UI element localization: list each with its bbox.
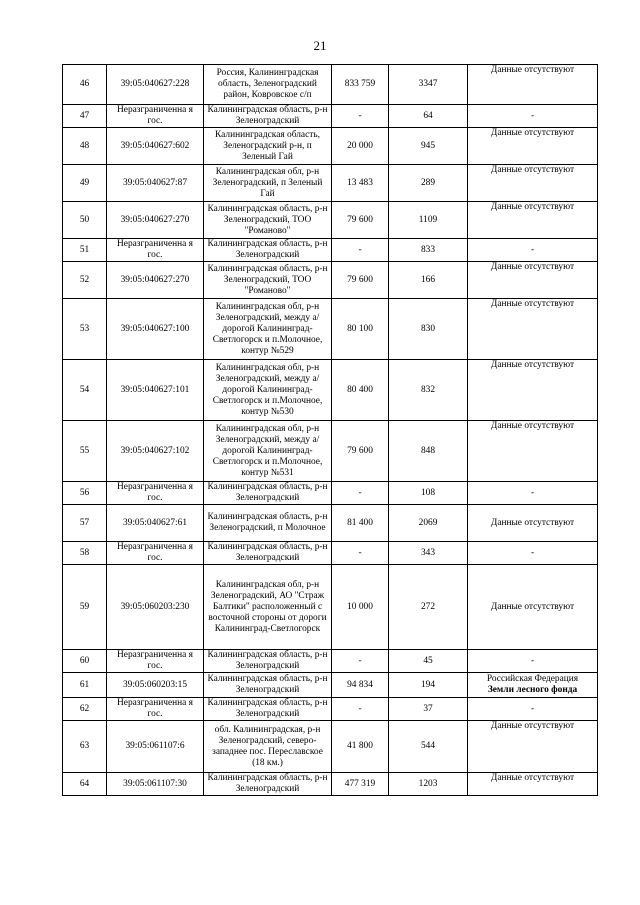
area-cell: 80 400: [332, 360, 389, 421]
address-cell: Калининградская область, р-н Зеленоградский: [204, 482, 332, 505]
area-cell: 20 000: [332, 128, 389, 165]
row-number-cell: 52: [63, 262, 107, 299]
land-plots-table: [62, 64, 598, 796]
address-cell: Калининградская обл, р-н Зеленоградский, п Зеленый Гай: [204, 165, 332, 202]
area-cell: 10 000: [332, 565, 389, 650]
cadastral-number-cell: Неразграниченна я гос.: [107, 482, 204, 505]
row-number-cell: 55: [63, 421, 107, 482]
address-cell: Калининградская обл, р-н Зеленоградский, между а/дорогой Калининград-Светлогорск и п.Молочное, контур №529: [204, 299, 332, 360]
rights-info-text: -: [530, 703, 535, 714]
rights-info-cell: [468, 360, 598, 421]
cadastral-number-cell: 39:05:061107:6: [107, 721, 204, 773]
cadastral-number-cell: 39:05:060203:230: [107, 565, 204, 650]
rights-info-cell: [468, 165, 598, 202]
value-cell: 343: [389, 542, 468, 565]
row-number-cell: 59: [63, 565, 107, 650]
table-row: [63, 262, 598, 299]
value-cell: 37: [389, 698, 468, 721]
address-cell: Калининградская область, р-н Зеленоградский, ТОО "Романово": [204, 262, 332, 299]
row-number-cell: 60: [63, 650, 107, 673]
address-cell: Калининградская область, р-н Зеленоградский: [204, 650, 332, 673]
row-number-cell: 61: [63, 673, 107, 698]
area-cell: -: [332, 650, 389, 673]
rights-info-text: Данные отсутствуют: [490, 262, 575, 272]
row-number-cell: 47: [63, 105, 107, 128]
address-cell: Калининградская область, р-н Зеленоградский: [204, 673, 332, 698]
value-cell: 64: [389, 105, 468, 128]
rights-info-cell: [468, 565, 598, 650]
value-cell: 2069: [389, 505, 468, 542]
cadastral-number-cell: 39:05:040627:100: [107, 299, 204, 360]
value-cell: 194: [389, 673, 468, 698]
rights-info-cell: [468, 128, 598, 165]
address-cell: Калининградская область, р-н Зеленоградский: [204, 773, 332, 796]
value-cell: 1203: [389, 773, 468, 796]
rights-info-cell: [468, 299, 598, 360]
area-cell: 79 600: [332, 202, 389, 239]
rights-info-text: -: [530, 655, 535, 666]
rights-info-text: -: [530, 110, 535, 121]
address-cell: обл. Калининградская, р-н Зеленоградский, северо-западнее пос. Переславское (18 км.): [204, 721, 332, 773]
rights-info-cell: [468, 698, 598, 721]
area-cell: -: [332, 542, 389, 565]
value-cell: 833: [389, 239, 468, 262]
cadastral-number-cell: 39:05:040627:270: [107, 202, 204, 239]
row-number-cell: 51: [63, 239, 107, 262]
area-cell: 477 319: [332, 773, 389, 796]
cadastral-number-cell: Неразграниченна я гос.: [107, 239, 204, 262]
rights-info-text: -: [530, 487, 535, 498]
address-cell: Калининградская обл, р-н Зеленоградский, между а/дорогой Калининград-Светлогорск и п.Молочное, контур №530: [204, 360, 332, 421]
rights-info-cell: [468, 239, 598, 262]
cadastral-number-cell: Неразграниченна я гос.: [107, 542, 204, 565]
rights-info-cell: [468, 673, 598, 698]
row-number-cell: 64: [63, 773, 107, 796]
value-cell: 272: [389, 565, 468, 650]
area-cell: 80 100: [332, 299, 389, 360]
value-cell: 945: [389, 128, 468, 165]
area-cell: -: [332, 239, 389, 262]
value-cell: 1109: [389, 202, 468, 239]
area-cell: 94 834: [332, 673, 389, 698]
value-cell: 166: [389, 262, 468, 299]
address-cell: Калининградская область, Зеленоградский р-н, п Зеленый Гай: [204, 128, 332, 165]
address-cell: Калининградская обл, р-н Зеленоградский, между а/дорогой Калининград-Светлогорск и п.Молочное, контур №531: [204, 421, 332, 482]
table-row: [63, 542, 598, 565]
rights-info-text: Данные отсутствуют: [490, 360, 575, 370]
cadastral-number-cell: 39:05:061107:30: [107, 773, 204, 796]
table-row: [63, 773, 598, 796]
row-number-cell: 53: [63, 299, 107, 360]
row-number-cell: 63: [63, 721, 107, 773]
rights-info-cell: [468, 721, 598, 773]
rights-info-text: Данные отсутствуют: [490, 65, 575, 75]
table-row: [63, 673, 598, 698]
rights-info-cell: [468, 105, 598, 128]
value-cell: 45: [389, 650, 468, 673]
cadastral-number-cell: Неразграниченна я гос.: [107, 650, 204, 673]
cadastral-number-cell: 39:05:040627:87: [107, 165, 204, 202]
address-cell: Калининградская обл, р-н Зеленоградский, АО "Страж Балтики" расположенный с восточной стороны от дороги Калининград-Светлогорск: [204, 565, 332, 650]
value-cell: 544: [389, 721, 468, 773]
cadastral-number-cell: 39:05:040627:61: [107, 505, 204, 542]
area-cell: 79 600: [332, 421, 389, 482]
row-number-cell: 54: [63, 360, 107, 421]
row-number-cell: 49: [63, 165, 107, 202]
cadastral-number-cell: Неразграниченна я гос.: [107, 698, 204, 721]
rights-info-text: Данные отсутствуют: [490, 165, 575, 175]
row-number-cell: 46: [63, 65, 107, 105]
table-row: [63, 360, 598, 421]
table-row: [63, 421, 598, 482]
table-row: [63, 698, 598, 721]
table-row: [63, 299, 598, 360]
table-row: [63, 565, 598, 650]
rights-info-text: Данные отсутствуют: [490, 517, 575, 528]
rights-info-cell: [468, 773, 598, 796]
rights-info-cell: [468, 542, 598, 565]
rights-info-cell: [468, 650, 598, 673]
table-row: [63, 128, 598, 165]
value-cell: 830: [389, 299, 468, 360]
table-row: [63, 721, 598, 773]
rights-info-text: Данные отсутствуют: [490, 299, 575, 309]
rights-info-text: Данные отсутствуют: [490, 421, 575, 431]
area-cell: -: [332, 105, 389, 128]
area-cell: 79 600: [332, 262, 389, 299]
area-cell: 833 759: [332, 65, 389, 105]
area-cell: 13 483: [332, 165, 389, 202]
cadastral-number-cell: 39:05:040627:228: [107, 65, 204, 105]
cadastral-number-cell: 39:05:040627:602: [107, 128, 204, 165]
table-row: [63, 165, 598, 202]
cadastral-number-cell: 39:05:040627:270: [107, 262, 204, 299]
address-cell: Калининградская область, р-н Зеленоградский: [204, 542, 332, 565]
area-cell: 81 400: [332, 505, 389, 542]
address-cell: Калининградская область, р-н Зеленоградский: [204, 698, 332, 721]
rights-info-cell: [468, 421, 598, 482]
row-number-cell: 48: [63, 128, 107, 165]
row-number-cell: 62: [63, 698, 107, 721]
page-number: 21: [313, 38, 327, 53]
address-cell: Калининградская область, р-н Зеленоградский: [204, 239, 332, 262]
cadastral-number-cell: Неразграниченна я гос.: [107, 105, 204, 128]
area-cell: -: [332, 482, 389, 505]
row-number-cell: 56: [63, 482, 107, 505]
value-cell: 108: [389, 482, 468, 505]
rights-info-text: Российская Федерация: [486, 674, 579, 684]
rights-info-text: -: [530, 244, 535, 255]
address-cell: Калининградская область, р-н Зеленоградский, ТОО "Романово": [204, 202, 332, 239]
area-cell: -: [332, 698, 389, 721]
rights-info-text: Данные отсутствуют: [490, 202, 575, 212]
rights-info-text: -: [530, 547, 535, 558]
table-row: [63, 202, 598, 239]
rights-info-text: Данные отсутствуют: [490, 773, 575, 783]
rights-info-text: Данные отсутствуют: [490, 721, 575, 731]
cadastral-number-cell: 39:05:040627:101: [107, 360, 204, 421]
rights-info-text: Данные отсутствуют: [490, 128, 575, 138]
row-number-cell: 58: [63, 542, 107, 565]
address-cell: Калининградская область, р-н Зеленоградский, п Молочное: [204, 505, 332, 542]
rights-info-cell: [468, 65, 598, 105]
address-cell: Россия, Калининградская область, Зеленоградский район, Ковровское с/п: [204, 65, 332, 105]
value-cell: 848: [389, 421, 468, 482]
table-row: [63, 239, 598, 262]
rights-info-cell: [468, 505, 598, 542]
value-cell: 3347: [389, 65, 468, 105]
rights-info-text: Данные отсутствуют: [490, 601, 575, 612]
row-number-cell: 50: [63, 202, 107, 239]
cadastral-number-cell: 39:05:060203:15: [107, 673, 204, 698]
table-row: [63, 65, 598, 105]
cadastral-number-cell: 39:05:040627:102: [107, 421, 204, 482]
rights-info-bold-text: Земли лесного фонда: [487, 685, 578, 695]
rights-info-cell: [468, 482, 598, 505]
value-cell: 289: [389, 165, 468, 202]
rights-info-cell: [468, 202, 598, 239]
table-row: [63, 482, 598, 505]
address-cell: Калининградская область, р-н Зеленоградский: [204, 105, 332, 128]
table-row: [63, 505, 598, 542]
rights-info-cell: [468, 262, 598, 299]
value-cell: 832: [389, 360, 468, 421]
row-number-cell: 57: [63, 505, 107, 542]
table-row: [63, 650, 598, 673]
area-cell: 41 800: [332, 721, 389, 773]
table-row: [63, 105, 598, 128]
